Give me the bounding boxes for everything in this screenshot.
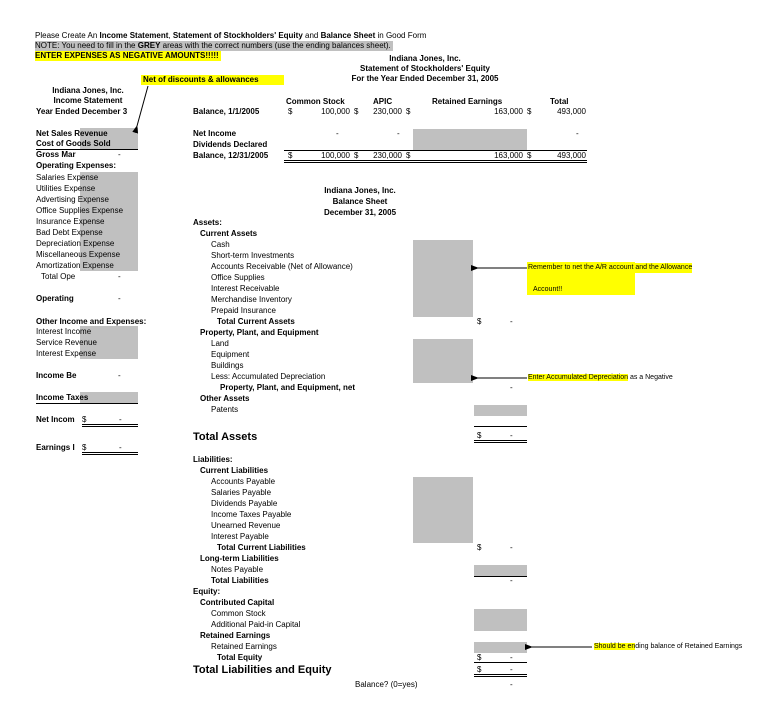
se-begin-apic-cur: $ <box>354 107 359 116</box>
se-end-apic-cur: $ <box>354 151 359 160</box>
bs-total-le: Total Liabilities and Equity <box>193 664 332 676</box>
is-operating-value: - <box>118 294 121 303</box>
bs-ta-cur: $ <box>477 431 482 440</box>
bs-total-current-assets: Total Current Assets <box>217 317 295 326</box>
is-total-ope-value: - <box>118 272 121 281</box>
se-col-total: Total <box>550 97 569 106</box>
is-interest-expense: Interest Expense <box>36 349 97 358</box>
is-gross: Gross Mar <box>36 150 76 159</box>
se-begin-total-cur: $ <box>527 107 532 116</box>
se-ni-total: - <box>576 129 579 138</box>
ppe-item: Equipment <box>211 350 250 359</box>
expense-item: Insurance Expense <box>36 217 105 226</box>
se-company: Indiana Jones, Inc. <box>389 54 461 63</box>
bs-patents: Patents <box>211 405 239 414</box>
bs-tca-cur: $ <box>477 317 482 326</box>
se-period: For the Year Ended December 31, 2005 <box>351 74 499 83</box>
bs-balance-check-value: - <box>510 680 513 689</box>
current-liability-item: Unearned Revenue <box>211 521 281 530</box>
current-liability-item: Dividends Payable <box>211 499 278 508</box>
is-gross-value: - <box>118 150 121 159</box>
se-row-begin: Balance, 1/1/2005 <box>193 107 260 116</box>
bs-retained-heading: Retained Earnings <box>200 631 271 640</box>
bs-ppe: Property, Plant, and Equipment <box>200 328 319 337</box>
callout-retained-rest: ding balance of Retained Earnings <box>635 643 743 650</box>
callout-ar-line1: Remember to net the A/R account and the Allowance <box>528 264 693 271</box>
se-row-net-income: Net Income <box>193 129 237 138</box>
expense-item: Bad Debt Expense <box>36 228 103 237</box>
bs-current-liabilities: Current Liabilities <box>200 466 269 475</box>
se-row-end: Balance, 12/31/2005 <box>193 151 269 160</box>
callout-accum-dep-highlight: Enter Accumulated Depreciation <box>528 374 628 381</box>
is-cogs: Cost of Goods Sold <box>36 139 138 150</box>
arrow-discounts <box>137 86 148 126</box>
bs-tca-value: - <box>510 317 513 326</box>
bs-tcl-cur: $ <box>477 543 482 552</box>
is-net-income-cur: $ <box>82 415 87 424</box>
bs-total-cl: Total Current Liabilities <box>217 543 306 552</box>
bs-notes-payable: Notes Payable <box>211 565 264 574</box>
bs-title: Balance Sheet <box>332 197 388 206</box>
is-income-before-value: - <box>118 371 121 380</box>
se-end-re-cur: $ <box>406 151 411 160</box>
bs-lt-liabilities: Long-term Liabilities <box>200 554 279 563</box>
se-end-apic: 230,000 <box>373 151 402 160</box>
current-liability-item: Interest Payable <box>211 532 269 541</box>
se-begin-re-cur: $ <box>406 107 411 116</box>
bs-total-assets: Total Assets <box>193 431 258 443</box>
current-asset-item: Office Supplies <box>211 273 265 282</box>
bs-total-liabilities: Total Liabilities <box>211 576 269 585</box>
se-begin-common-cur: $ <box>288 107 293 116</box>
bs-ppe-net: Property, Plant, and Equipment, net <box>220 383 355 392</box>
se-col-apic: APIC <box>373 97 393 106</box>
bs-current-assets: Current Assets <box>200 229 258 238</box>
bs-tl-value: - <box>510 576 513 585</box>
bs-common-stock: Common Stock <box>211 609 266 618</box>
ppe-item: Less: Accumulated Depreciation <box>211 372 326 381</box>
callout-retained-highlight: Should be en <box>594 643 636 650</box>
is-total-ope: Total Ope <box>41 272 76 281</box>
expense-item: Utilities Expense <box>36 184 96 193</box>
is-net-income: Net Incom <box>36 415 75 424</box>
bs-ppe-net-value: - <box>510 383 513 392</box>
bs-equity: Equity: <box>193 587 221 596</box>
current-liability-item: Income Taxes Payable <box>211 510 292 519</box>
is-service-revenue: Service Revenue <box>36 338 97 347</box>
se-begin-common: 100,000 <box>321 107 350 116</box>
is-interest-income: Interest Income <box>36 327 92 336</box>
se-end-total: 493,000 <box>557 151 586 160</box>
se-title: Statement of Stockholders' Equity <box>360 64 490 73</box>
expense-item: Miscellaneous Expense <box>36 250 121 259</box>
is-income-before: Income Be <box>36 371 77 380</box>
current-asset-item: Short-term Investments <box>211 251 295 260</box>
bs-total-equity: Total Equity <box>217 653 263 662</box>
instruction-line-3: ENTER EXPENSES AS NEGATIVE AMOUNTS!!!!! <box>35 51 219 60</box>
is-earnings-value: - <box>119 443 122 452</box>
current-asset-item: Accounts Receivable (Net of Allowance) <box>211 262 353 271</box>
instruction-line-2: NOTE: You need to fill in the GREY areas with the correct numbers (use the ending balances sheet). <box>35 41 391 50</box>
current-asset-item: Cash <box>211 240 230 249</box>
current-liability-item: Accounts Payable <box>211 477 276 486</box>
current-liability-item: Salaries Payable <box>211 488 272 497</box>
callout-accum-dep-rest: as a Negative <box>628 374 673 381</box>
se-begin-total: 493,000 <box>557 107 586 116</box>
se-col-common: Common Stock <box>286 97 345 106</box>
current-asset-item: Prepaid Insurance <box>211 306 276 315</box>
bs-other-assets: Other Assets <box>200 394 250 403</box>
ppe-item: Buildings <box>211 361 244 370</box>
is-income-taxes: Income Taxes <box>36 393 138 404</box>
callout-ar-line2: Account!! <box>533 286 563 293</box>
se-end-common-cur: $ <box>288 151 293 160</box>
bs-liabilities: Liabilities: <box>193 455 233 464</box>
is-earnings: Earnings I <box>36 443 75 452</box>
bs-tcl-value: - <box>510 543 513 552</box>
bs-tle-value: - <box>510 665 513 674</box>
ppe-item: Land <box>211 339 229 348</box>
is-operating: Operating <box>36 294 74 303</box>
is-net-sales: Net Sales Revenue <box>36 129 108 138</box>
se-row-dividends: Dividends Declared <box>193 140 268 149</box>
expense-item: Advertising Expense <box>36 195 109 204</box>
bs-balance-check: Balance? (0=yes) <box>355 680 418 689</box>
bs-ta-value: - <box>510 431 513 440</box>
expense-item: Amortization Expense <box>36 261 114 270</box>
is-title: Income Statement <box>53 96 123 105</box>
se-col-re: Retained Earnings <box>432 97 503 106</box>
se-end-common: 100,000 <box>321 151 350 160</box>
se-begin-re: 163,000 <box>494 107 523 116</box>
expense-item: Salaries Expense <box>36 173 99 182</box>
bs-apic: Additional Paid-in Capital <box>211 620 301 629</box>
bs-date: December 31, 2005 <box>323 208 397 217</box>
is-other-heading: Other Income and Expenses: <box>36 317 147 326</box>
bs-re-item: Retained Earnings <box>211 642 277 651</box>
current-asset-item: Interest Receivable <box>211 284 280 293</box>
se-begin-apic: 230,000 <box>373 107 402 116</box>
se-ni-common: - <box>336 129 339 138</box>
bs-company: Indiana Jones, Inc. <box>324 186 396 195</box>
current-asset-item: Merchandise Inventory <box>211 295 292 304</box>
instruction-line-1: Please Create An Income Statement, Statement of Stockholders' Equity and Balance Sheet in Good Form <box>35 31 427 40</box>
bs-te-cur: $ <box>477 653 482 662</box>
se-end-re: 163,000 <box>494 151 523 160</box>
is-company: Indiana Jones, Inc. <box>52 86 124 95</box>
is-earnings-cur: $ <box>82 443 87 452</box>
is-period: Year Ended December 3 <box>36 107 128 116</box>
bs-contributed: Contributed Capital <box>200 598 275 607</box>
expense-item: Office Supplies Expense <box>36 206 124 215</box>
discounts-note: Net of discounts & allowances <box>141 75 284 85</box>
se-ni-apic: - <box>397 129 400 138</box>
se-end-total-cur: $ <box>527 151 532 160</box>
bs-assets: Assets: <box>193 218 222 227</box>
is-net-income-value: - <box>119 415 122 424</box>
bs-tle-cur: $ <box>477 665 482 674</box>
is-opex-heading: Operating Expenses: <box>36 161 117 170</box>
bs-te-value: - <box>510 653 513 662</box>
expense-item: Depreciation Expense <box>36 239 115 248</box>
